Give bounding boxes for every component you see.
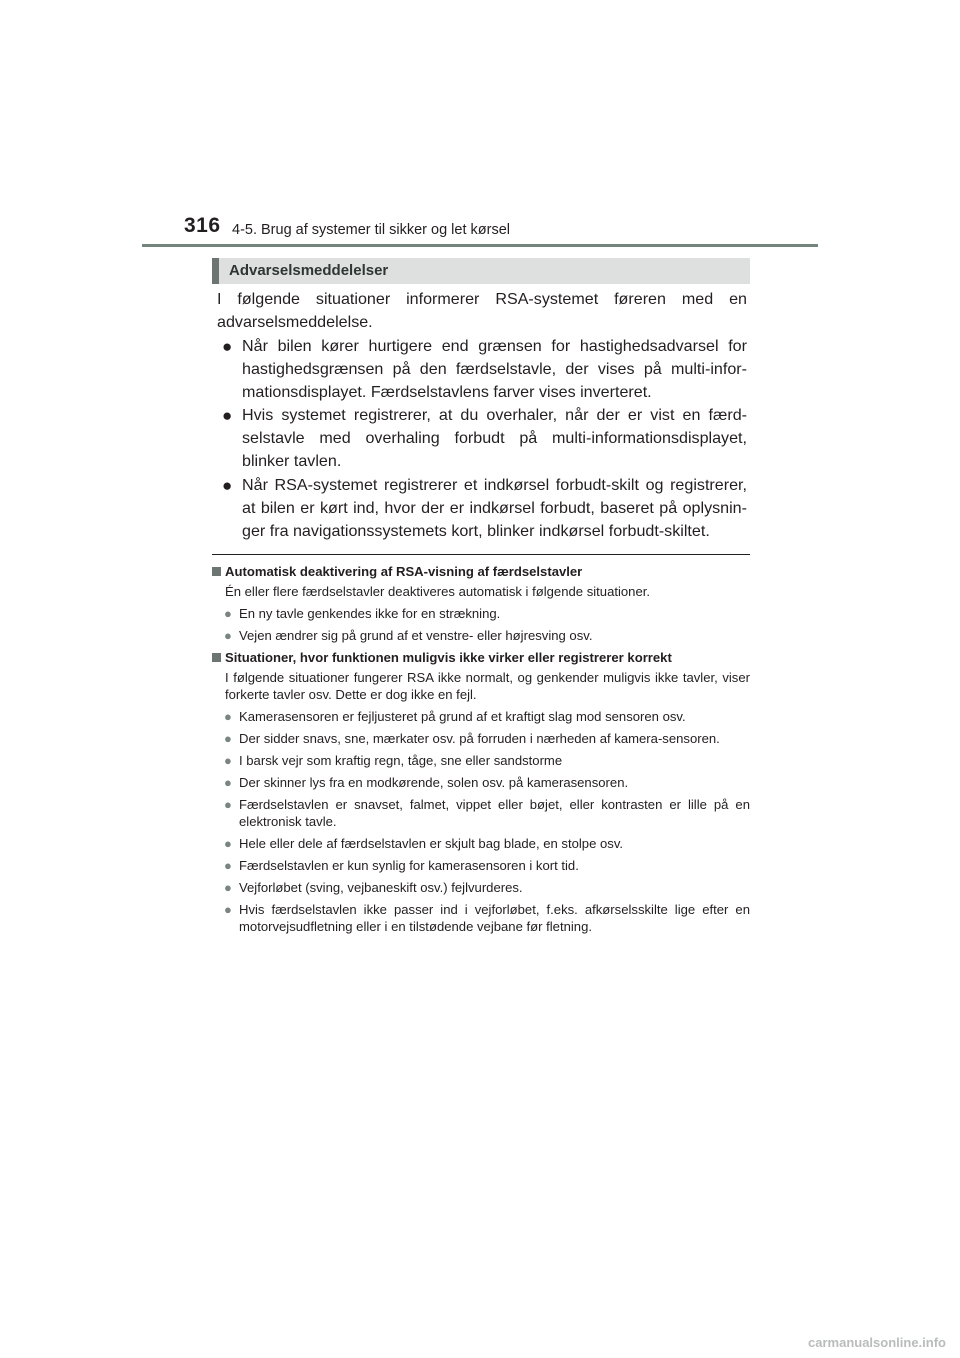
bullet-icon: ● xyxy=(222,336,233,356)
watermark-logo: carmanualsonline.info xyxy=(808,1335,946,1350)
bullet-icon: ● xyxy=(224,836,232,851)
note-list-item xyxy=(212,901,750,935)
page-number: 316 xyxy=(184,214,221,237)
note-list-item xyxy=(212,879,750,896)
note-heading-text: Automatisk deaktivering af RSA-visning af færdselstavler xyxy=(225,564,583,579)
warning-list-item xyxy=(217,335,747,404)
note-list-text: Vejforløbet (sving, vejbaneskift osv.) fejlvurderes. xyxy=(239,880,523,895)
warning-list-item xyxy=(217,474,747,543)
note-section xyxy=(212,649,750,935)
note-list-item xyxy=(212,730,750,747)
bullet-icon: ● xyxy=(224,880,232,895)
warning-list-text: Hvis systemet registrerer, at du overhaler, når der er vist en færd-selstavle med overhaling forbudt på multi-informationsdisplayet, blinker tavlen. xyxy=(242,406,747,470)
bullet-icon: ● xyxy=(224,709,232,724)
warning-list xyxy=(217,335,747,543)
note-list-item xyxy=(212,857,750,874)
bullet-icon: ● xyxy=(224,775,232,790)
note-heading-text: Situationer, hvor funktionen muligvis ikke virker eller registrerer korrekt xyxy=(225,650,672,665)
chapter-title: 4-5. Brug af systemer til sikker og let kørsel xyxy=(232,222,510,238)
note-intro: Én eller flere færdselstavler deaktiveres automatisk i følgende situationer. xyxy=(225,584,651,599)
note-heading xyxy=(212,563,750,580)
bullet-icon: ● xyxy=(224,731,232,746)
bullet-icon: ● xyxy=(224,628,232,643)
bullet-icon: ● xyxy=(222,475,233,495)
note-section xyxy=(212,563,750,644)
note-list-item xyxy=(212,627,750,644)
bullet-icon: ● xyxy=(224,858,232,873)
main-content xyxy=(217,288,747,543)
bullet-icon: ● xyxy=(224,902,232,917)
notes-area xyxy=(212,563,750,935)
note-list-item xyxy=(212,708,750,725)
bullet-icon: ● xyxy=(224,753,232,768)
note-list-text: En ny tavle genkendes ikke for en strækning. xyxy=(239,606,501,621)
note-list-item xyxy=(212,835,750,852)
warning-list-item xyxy=(217,404,747,473)
note-heading xyxy=(212,649,750,666)
note-list-item xyxy=(212,605,750,622)
note-list-text: Der sidder snavs, sne, mærkater osv. på forruden i nærheden af kamera-sensoren. xyxy=(239,731,720,746)
bullet-icon: ● xyxy=(224,797,232,812)
section-divider xyxy=(212,554,750,555)
note-list xyxy=(212,605,750,644)
note-list-text: Vejen ændrer sig på grund af et venstre- eller højresving osv. xyxy=(239,628,593,643)
section-intro: I følgende situationer informerer RSA-systemet føreren med en advarselsmeddelelse. xyxy=(217,290,747,331)
note-list-text: I barsk vejr som kraftig regn, tåge, sne eller sandstorme xyxy=(239,753,563,768)
square-bullet-icon xyxy=(212,567,221,576)
note-intro: I følgende situationer fungerer RSA ikke normalt, og genkender muligvis ikke tavler, viser forkerte tavler osv. Dette er dog ikke en fejl. xyxy=(225,670,750,702)
note-list-text: Kamerasensoren er fejljusteret på grund af et kraftigt slag mod sensoren osv. xyxy=(239,709,686,724)
header-rule xyxy=(142,244,818,247)
note-list-text: Færdselstavlen er kun synlig for kamerasensoren i kort tid. xyxy=(239,858,579,873)
note-list-text: Hele eller dele af færdselstavlen er skjult bag blade, en stolpe osv. xyxy=(239,836,624,851)
bullet-icon: ● xyxy=(222,406,233,425)
note-list-item xyxy=(212,796,750,830)
warning-list-text: Når bilen kører hurtigere end grænsen for hastighedsadvarsel for hastighedsgrænsen på den færdselstavle, der vises på multi-infor-mationsdisplayet. Færdselstavlens farver vises inverteret. xyxy=(242,336,747,401)
warning-list-text: Når RSA-systemet registrerer et indkørsel forbudt-skilt og registrerer, at bilen er kørt ind, hvor der er indkørsel forbudt, baseret på oplysnin-ger fra navigationssystemets kort, blinker indkørsel forbudt-skiltet. xyxy=(242,475,747,540)
note-list xyxy=(212,708,750,935)
note-list-text: Hvis færdselstavlen ikke passer ind i vejforløbet, f.eks. afkørselsskilte lige efter en motorvejsudfletning eller i en tilstødende vejbane før fletning. xyxy=(239,902,750,934)
section-heading: Advarselsmeddelelser xyxy=(212,258,750,284)
note-list-text: Færdselstavlen er snavset, falmet, vippet eller bøjet, eller kontrasten er lille på en elektronisk tavle. xyxy=(239,797,750,829)
square-bullet-icon xyxy=(212,653,221,662)
bullet-icon: ● xyxy=(224,606,232,621)
note-list-item xyxy=(212,774,750,791)
note-list-text: Der skinner lys fra en modkørende, solen osv. på kamerasensoren. xyxy=(239,775,629,790)
note-list-item xyxy=(212,752,750,769)
